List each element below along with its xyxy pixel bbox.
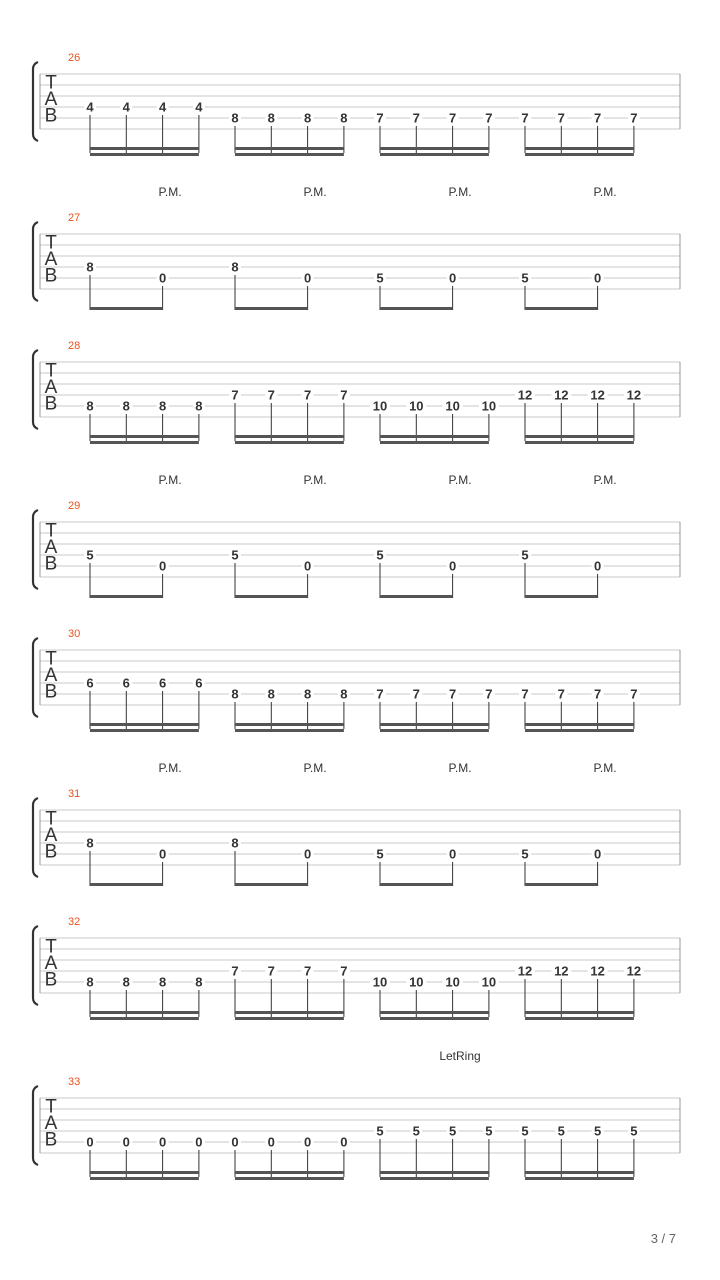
tab-clef-letter: B	[44, 841, 58, 863]
tab-clef-letter: T	[45, 808, 57, 830]
annotation-label: P.M.	[303, 761, 327, 775]
tab-clef-letter: A	[44, 249, 58, 270]
annotation-label: P.M.	[158, 761, 182, 775]
fret-number: 12	[517, 387, 533, 403]
fret-number: 5	[521, 1123, 529, 1139]
beam	[525, 153, 634, 156]
fret-number: 4	[195, 99, 203, 115]
beam	[90, 147, 199, 150]
fret-number: 7	[448, 686, 457, 702]
fret-number: 0	[303, 846, 312, 862]
fret-number: 7	[303, 387, 312, 403]
fret-number: 6	[158, 675, 167, 691]
fret-number: 4	[86, 99, 94, 115]
tab-clef-letter: T	[45, 232, 57, 254]
system-bracket	[33, 1086, 38, 1165]
fret-number: 12	[554, 387, 569, 403]
beam	[90, 1011, 199, 1014]
fret-number: 0	[231, 1134, 239, 1150]
beam	[380, 441, 489, 444]
annotation-label: P.M.	[448, 185, 472, 199]
fret-number: 0	[303, 1134, 312, 1150]
measure-number: 28	[68, 340, 81, 352]
fret-number: 5	[485, 1123, 493, 1139]
fret-number: 8	[340, 110, 348, 126]
beam	[235, 1171, 344, 1174]
beam	[235, 147, 344, 150]
beam	[235, 1177, 344, 1180]
beam	[380, 595, 453, 598]
tab-clef-letter: T	[45, 72, 57, 94]
tab-clef-letter: T	[45, 360, 57, 382]
tab-clef-letter: A	[44, 377, 58, 398]
tab-clef-letter: T	[45, 520, 57, 542]
fret-number: 8	[122, 398, 130, 414]
fret-number: 4	[122, 99, 130, 115]
fret-number: 8	[303, 686, 312, 702]
beam	[90, 723, 199, 726]
fret-number: 0	[158, 558, 167, 574]
fret-number: 8	[267, 686, 275, 702]
fret-number: 8	[195, 398, 203, 414]
fret-number: 0	[593, 846, 602, 862]
measure-number: 29	[68, 500, 81, 512]
fret-number: 0	[195, 1134, 203, 1150]
fret-number: 7	[557, 110, 565, 126]
beam	[525, 883, 598, 886]
beam	[235, 435, 344, 438]
fret-number: 7	[557, 686, 565, 702]
fret-number: 5	[630, 1123, 638, 1139]
tab-clef-letter: A	[44, 1113, 58, 1134]
fret-number: 6	[122, 675, 130, 691]
fret-number: 8	[122, 974, 130, 990]
tab-clef-letter: B	[44, 553, 58, 575]
fret-number: 8	[231, 110, 239, 126]
fret-number: 8	[231, 686, 239, 702]
annotation-label: P.M.	[158, 185, 182, 199]
tab-clef-letter: A	[44, 89, 58, 110]
fret-number: 0	[158, 846, 167, 862]
fret-number: 8	[158, 974, 167, 990]
beam	[90, 883, 163, 886]
beam	[380, 1011, 489, 1014]
fret-number: 5	[86, 547, 94, 563]
fret-number: 5	[593, 1123, 602, 1139]
fret-number: 10	[481, 398, 497, 414]
fret-number: 5	[521, 846, 529, 862]
tab-clef-letter: B	[44, 393, 58, 415]
fret-number: 8	[86, 974, 94, 990]
fret-number: 12	[626, 387, 642, 403]
fret-number: 10	[409, 974, 424, 990]
beam	[380, 307, 453, 310]
annotation-label: P.M.	[593, 473, 617, 487]
fret-number: 7	[267, 963, 275, 979]
beam	[90, 441, 199, 444]
annotation-label: P.M.	[593, 185, 617, 199]
beam	[235, 153, 344, 156]
measure-number: 31	[68, 788, 81, 800]
measure-number: 27	[68, 212, 81, 224]
beam	[90, 1177, 199, 1180]
annotation-label: P.M.	[448, 761, 472, 775]
beam	[235, 441, 344, 444]
fret-number: 7	[448, 110, 457, 126]
fret-number: 10	[372, 398, 388, 414]
tab-clef-letter: A	[44, 825, 58, 846]
fret-number: 8	[195, 974, 203, 990]
fret-number: 7	[231, 963, 239, 979]
tab-clef-letter: T	[45, 936, 57, 958]
fret-number: 5	[376, 846, 384, 862]
beam	[380, 883, 453, 886]
beam	[235, 595, 308, 598]
beam	[525, 441, 634, 444]
beam	[235, 1011, 344, 1014]
beam	[380, 1171, 489, 1174]
beam	[380, 1017, 489, 1020]
fret-number: 0	[158, 1134, 167, 1150]
fret-number: 7	[485, 686, 493, 702]
fret-number: 0	[122, 1134, 130, 1150]
annotation-label: P.M.	[303, 473, 327, 487]
beam	[235, 307, 308, 310]
beam	[90, 595, 163, 598]
fret-number: 8	[267, 110, 275, 126]
fret-number: 8	[86, 398, 94, 414]
system-bracket	[33, 62, 38, 141]
fret-number: 7	[521, 686, 529, 702]
beam	[525, 729, 634, 732]
annotation-label: P.M.	[303, 185, 327, 199]
measure-number: 32	[68, 916, 81, 928]
beam	[90, 1171, 199, 1174]
beam	[525, 307, 598, 310]
fret-number: 10	[372, 974, 388, 990]
fret-number: 6	[195, 675, 203, 691]
system-bracket	[33, 638, 38, 717]
tab-clef-letter: B	[44, 681, 58, 703]
fret-number: 7	[303, 963, 312, 979]
beam	[90, 1017, 199, 1020]
tab-clef-letter: B	[44, 265, 58, 287]
fret-number: 10	[445, 974, 460, 990]
fret-number: 0	[448, 558, 457, 574]
fret-number: 12	[554, 963, 569, 979]
fret-number: 10	[409, 398, 424, 414]
beam	[90, 435, 199, 438]
fret-number: 5	[376, 547, 384, 563]
fret-number: 6	[86, 675, 94, 691]
fret-number: 12	[626, 963, 642, 979]
beam	[235, 883, 308, 886]
beam	[90, 729, 199, 732]
tab-clef-letter: A	[44, 665, 58, 686]
beam	[380, 435, 489, 438]
fret-number: 5	[231, 547, 239, 563]
beam	[235, 729, 344, 732]
fret-number: 0	[267, 1134, 275, 1150]
page-number: 3 / 7	[650, 1231, 676, 1246]
fret-number: 5	[521, 270, 529, 286]
fret-number: 12	[590, 387, 605, 403]
fret-number: 7	[412, 686, 420, 702]
system-bracket	[33, 222, 38, 301]
tab-clef-letter: T	[45, 1096, 57, 1118]
fret-number: 10	[481, 974, 497, 990]
beam	[525, 595, 598, 598]
fret-number: 0	[303, 558, 312, 574]
fret-number: 7	[412, 110, 420, 126]
beam	[90, 307, 163, 310]
fret-number: 7	[630, 686, 638, 702]
fret-number: 5	[376, 270, 384, 286]
fret-number: 7	[376, 686, 384, 702]
fret-number: 5	[557, 1123, 565, 1139]
fret-number: 0	[593, 270, 602, 286]
tab-clef-letter: B	[44, 105, 58, 127]
beam	[380, 147, 489, 150]
beam	[235, 723, 344, 726]
fret-number: 8	[231, 835, 239, 851]
beam	[380, 1177, 489, 1180]
annotation-label: P.M.	[593, 761, 617, 775]
fret-number: 0	[86, 1134, 94, 1150]
beam	[525, 147, 634, 150]
fret-number: 8	[158, 398, 167, 414]
fret-number: 7	[593, 686, 602, 702]
beam	[380, 723, 489, 726]
fret-number: 0	[448, 270, 457, 286]
beam	[525, 1017, 634, 1020]
fret-number: 0	[340, 1134, 348, 1150]
tab-clef-letter: A	[44, 537, 58, 558]
annotation-label: P.M.	[158, 473, 182, 487]
fret-number: 7	[340, 963, 348, 979]
fret-number: 8	[86, 259, 94, 275]
measure-number: 26	[68, 52, 81, 64]
fret-number: 7	[340, 387, 348, 403]
beam	[525, 435, 634, 438]
fret-number: 10	[445, 398, 460, 414]
beam	[525, 1011, 634, 1014]
fret-number: 7	[376, 110, 384, 126]
fret-number: 7	[267, 387, 275, 403]
beam	[90, 153, 199, 156]
fret-number: 7	[630, 110, 638, 126]
fret-number: 12	[517, 963, 533, 979]
fret-number: 7	[593, 110, 602, 126]
fret-number: 8	[231, 259, 239, 275]
tab-clef-letter: T	[45, 648, 57, 670]
fret-number: 7	[521, 110, 529, 126]
annotation-label: LetRing	[439, 1049, 481, 1063]
fret-number: 5	[376, 1123, 384, 1139]
beam	[525, 1171, 634, 1174]
system-bracket	[33, 350, 38, 429]
tab-clef-letter: A	[44, 953, 58, 974]
beam	[525, 1177, 634, 1180]
beam	[525, 723, 634, 726]
system-bracket	[33, 926, 38, 1005]
fret-number: 0	[593, 558, 602, 574]
beam	[380, 153, 489, 156]
system-bracket	[33, 798, 38, 877]
fret-number: 5	[521, 547, 529, 563]
tab-clef-letter: B	[44, 969, 58, 991]
fret-number: 0	[448, 846, 457, 862]
tab-clef-letter: B	[44, 1129, 58, 1151]
fret-number: 7	[231, 387, 239, 403]
beam	[380, 729, 489, 732]
measure-number: 33	[68, 1076, 81, 1088]
fret-number: 8	[86, 835, 94, 851]
fret-number: 4	[158, 99, 167, 115]
fret-number: 0	[303, 270, 312, 286]
measure-number: 30	[68, 628, 81, 640]
fret-number: 5	[412, 1123, 420, 1139]
fret-number: 7	[485, 110, 493, 126]
fret-number: 8	[303, 110, 312, 126]
fret-number: 12	[590, 963, 605, 979]
annotation-label: P.M.	[448, 473, 472, 487]
beam	[235, 1017, 344, 1020]
fret-number: 8	[340, 686, 348, 702]
system-bracket	[33, 510, 38, 589]
fret-number: 5	[448, 1123, 457, 1139]
fret-number: 0	[158, 270, 167, 286]
